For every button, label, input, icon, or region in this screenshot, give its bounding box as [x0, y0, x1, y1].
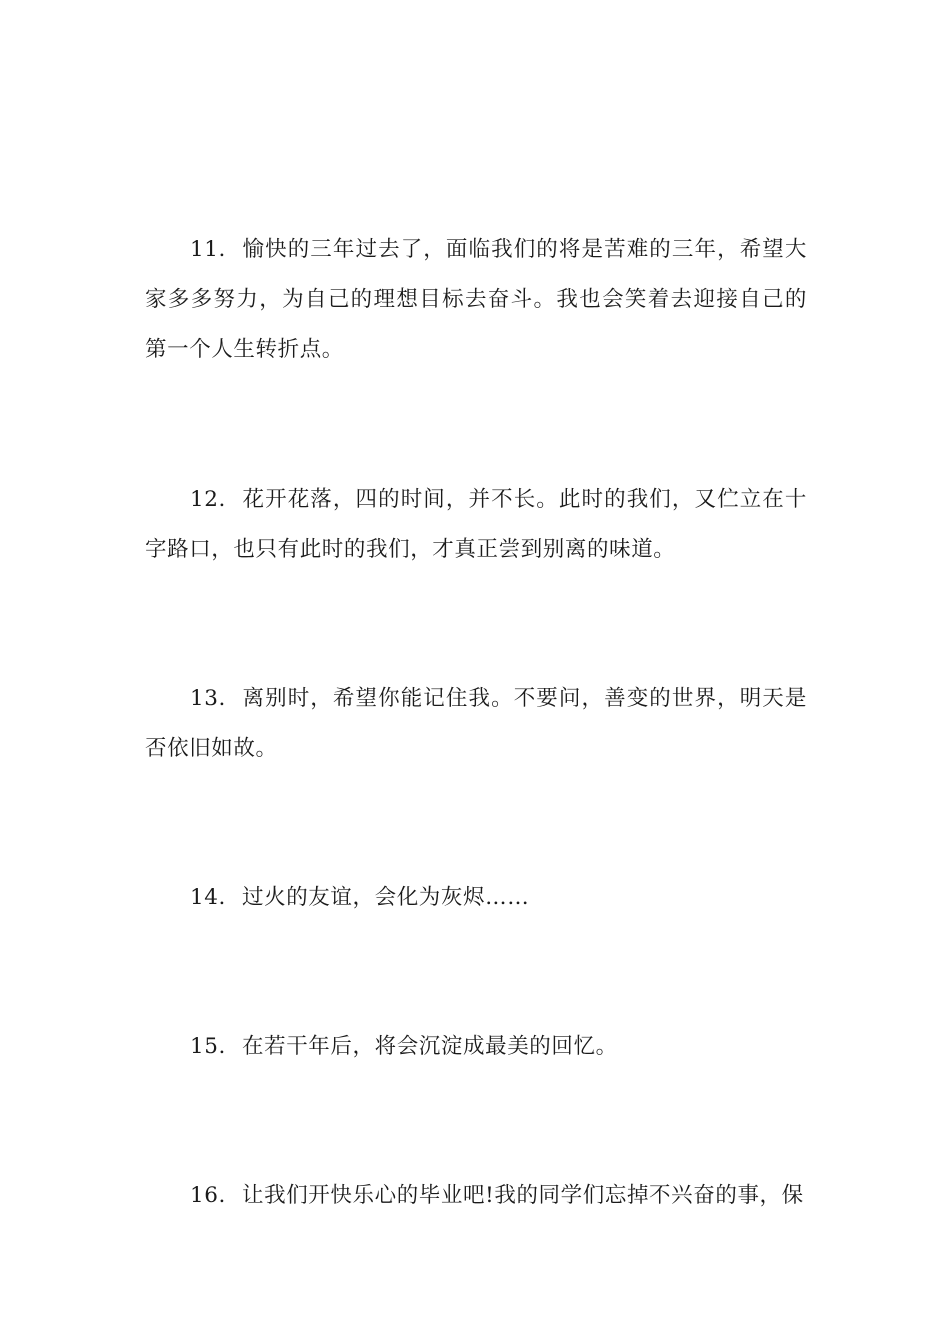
paragraph-text: 离别时，希望你能记住我。不要问，善变的世界，明天是否依旧如故。	[145, 686, 807, 761]
paragraph-11	[145, 225, 807, 375]
paragraph-text: 愉快的三年过去了，面临我们的将是苦难的三年，希望大家多多努力，为自己的理想目标去奋斗。我也会笑着去迎接自己的第一个人生转折点。	[145, 237, 807, 362]
paragraph-number: 16.	[190, 1183, 226, 1208]
paragraph-16	[145, 1171, 807, 1221]
paragraph-text: 花开花落，四的时间，并不长。此时的我们，又伫立在十字路口，也只有此时的我们，才真正尝到别离的味道。	[145, 487, 807, 562]
paragraph-number: 15.	[190, 1034, 226, 1059]
paragraph-text: 过火的友谊，会化为灰烬……	[242, 885, 530, 910]
paragraph-12	[145, 475, 807, 575]
paragraph-14	[145, 873, 807, 923]
paragraph-number: 14.	[190, 885, 226, 910]
paragraph-13	[145, 674, 807, 774]
paragraph-number: 12.	[190, 487, 226, 512]
paragraph-15	[145, 1022, 807, 1072]
paragraph-number: 11.	[190, 237, 226, 262]
paragraph-text: 让我们开快乐心的毕业吧!我的同学们忘掉不兴奋的事，保	[242, 1183, 804, 1208]
paragraph-text: 在若干年后，将会沉淀成最美的回忆。	[242, 1034, 618, 1059]
paragraph-number: 13.	[190, 686, 226, 711]
